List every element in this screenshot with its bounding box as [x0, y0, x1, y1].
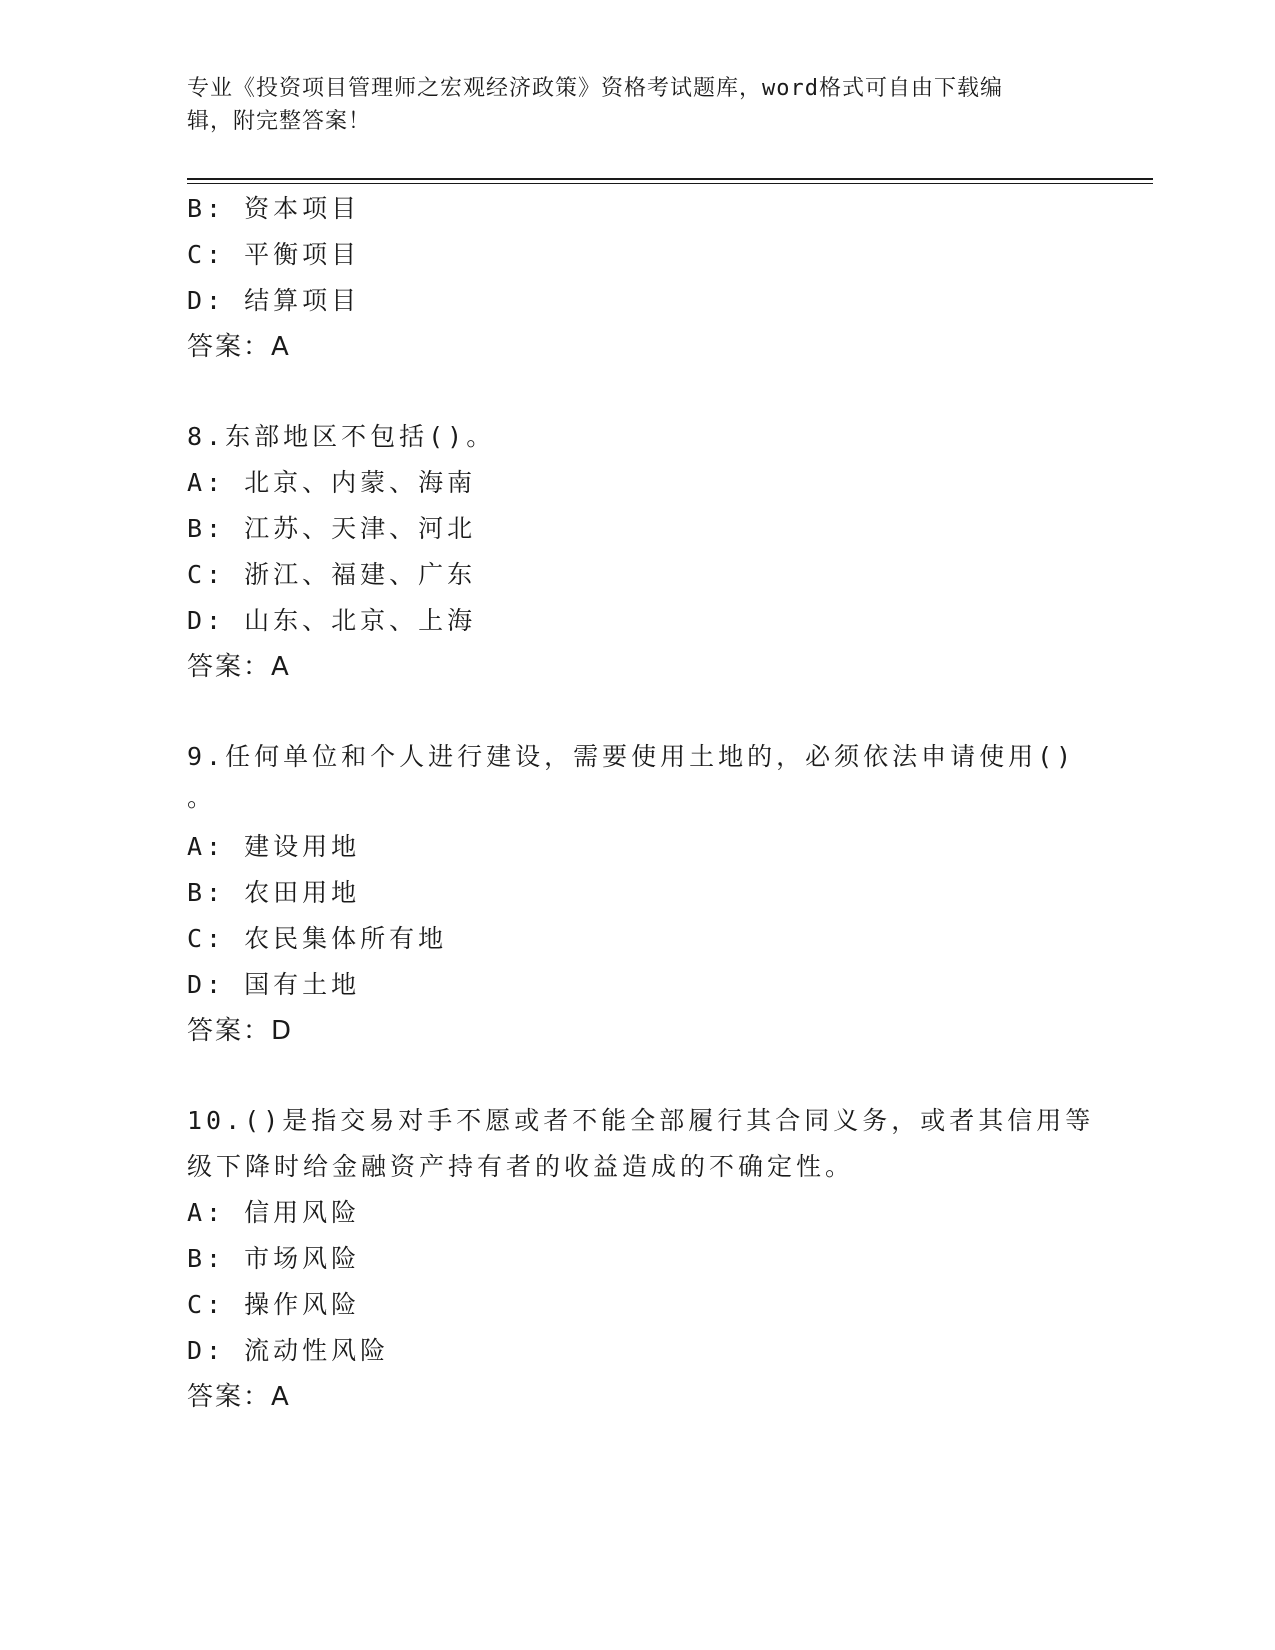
option-b: B: 农田用地: [187, 878, 361, 907]
spacer: [187, 370, 1087, 414]
question-stem-continued: 。: [187, 783, 217, 812]
document-header: [187, 72, 1077, 138]
spacer: [187, 690, 1087, 734]
question-block-8: [187, 414, 1087, 690]
option-a: A: 信用风险: [187, 1198, 361, 1227]
answer-line: 答案：A: [187, 332, 291, 362]
option-a: A: 北京、内蒙、海南: [187, 468, 477, 497]
spacer: [187, 1054, 1087, 1098]
option-a: A: 建设用地: [187, 832, 361, 861]
option-b: B: 资本项目: [187, 194, 361, 223]
question-block-9: [187, 734, 1087, 1054]
option-c: C: 农民集体所有地: [187, 924, 448, 953]
question-stem-continued: 级下降时给金融资产持有者的收益造成的不确定性。: [187, 1152, 855, 1181]
option-c: C: 平衡项目: [187, 240, 361, 269]
option-b: B: 市场风险: [187, 1244, 361, 1273]
option-d: D: 流动性风险: [187, 1336, 390, 1365]
option-b: B: 江苏、天津、河北: [187, 514, 477, 543]
question-block-10: [187, 1098, 1095, 1420]
question-stem: 8.东部地区不包括()。: [187, 422, 496, 451]
answer-line: 答案：A: [187, 652, 291, 682]
option-d: D: 国有土地: [187, 970, 361, 999]
answer-line: 答案：A: [187, 1382, 291, 1412]
question-block-partial: [187, 186, 1087, 370]
option-d: D: 结算项目: [187, 286, 361, 315]
option-d: D: 山东、北京、上海: [187, 606, 477, 635]
header-line-1: 专业《投资项目管理师之宏观经济政策》资格考试题库，word格式可自由下载编: [187, 76, 1003, 101]
option-c: C: 操作风险: [187, 1290, 361, 1319]
header-line-2: 辑，附完整答案！: [187, 109, 372, 134]
question-stem: 10.()是指交易对手不愿或者不能全部履行其合同义务，或者其信用等: [187, 1106, 1095, 1135]
header-rule-thin: [187, 183, 1153, 184]
question-list: [187, 186, 1095, 1420]
option-c: C: 浙江、福建、广东: [187, 560, 477, 589]
header-rule: [187, 178, 1153, 180]
question-stem: 9.任何单位和个人进行建设，需要使用土地的，必须依法申请使用(): [187, 742, 1076, 771]
answer-line: 答案：D: [187, 1016, 294, 1046]
